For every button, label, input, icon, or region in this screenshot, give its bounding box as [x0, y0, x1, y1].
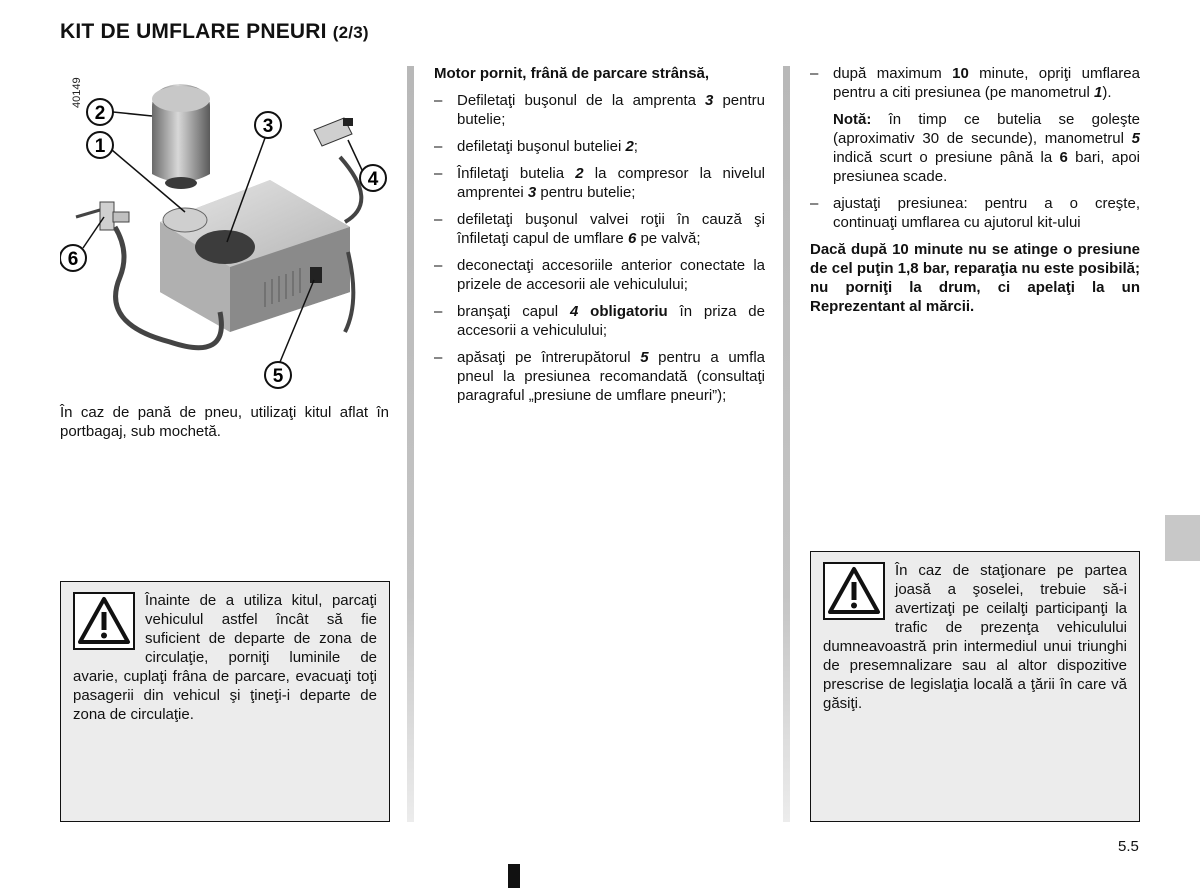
- accessory-plug: [314, 118, 353, 146]
- page-title: [60, 20, 369, 44]
- warning-triangle-icon: [823, 562, 885, 620]
- compressor-unit: [160, 180, 350, 332]
- callout-1: 1: [94, 136, 106, 157]
- step-1: – Defiletaţi buşonul de la amprenta 3 pentru butelie;: [434, 91, 765, 129]
- column-divider-left: [407, 66, 414, 822]
- warning-left-text: Înainte de a utiliza kitul, parcaţi vehiculul astfel încât să fie suficient de departe de zona de circulaţie, porniţi luminile de avarie, cuplaţi frâna de parcare, evacuaţi toţi pasagerii din vehicul şi ţineţi-i departe de zona de circulaţie.: [73, 592, 377, 723]
- page-number: 5.5: [1118, 838, 1139, 855]
- callout-2: 2: [94, 103, 106, 124]
- column-divider-right: [783, 66, 790, 822]
- callout-3: 3: [262, 116, 274, 137]
- step-read-pressure: – după maximum 10 minute, opriţi umflarea pentru a citi presiunea (pe manometrul 1).: [810, 64, 1140, 102]
- step-2: – defiletaţi buşonul buteliei 2;: [434, 137, 765, 156]
- step-3: – Înfiletaţi butelia 2 la compresor la nivelul amprentei 3 pentru butelie;: [434, 164, 765, 202]
- procedure-column: [434, 64, 765, 413]
- note-paragraph: Notă: în timp ce butelia se goleşte (aproximativ 30 de secunde), manometrul 5 indică scurt o presiune până la 6 bari, apoi presiunea scade.: [833, 111, 1140, 185]
- procedure-heading: Motor pornit, frână de parcare strânsă,: [434, 65, 710, 82]
- repair-impossible-paragraph: Dacă după 10 minute nu se atinge o presiune de cel puţin 1,8 bar, reparaţia nu este posibilă; nu porniţi la drum, ci apelaţi la un Reprezentant al mărcii.: [810, 241, 1140, 315]
- figure-ref-number: 40149: [71, 77, 83, 108]
- step-6: – branşaţi capul 4 obligatoriu în priza de accesorii a vehiculului;: [434, 302, 765, 340]
- binding-mark: [508, 864, 520, 888]
- pressure-column: [810, 64, 1140, 324]
- callout-6: 6: [67, 249, 79, 270]
- warning-right-text: În caz de staţionare pe partea joasă a şoselei, trebuie să-i avertizaţi pe ceilalţi participanţi la trafic de prezenţa vehiculului dumneavoastră prin intermediul unui triunghi de presemnalizare sau al altor dispozitive prescrise de legislaţia locală a ţării în care vă găsiţi.: [823, 562, 1127, 712]
- step-5: – deconectaţi accesoriile anterior conectate la prizele de accesorii ale vehiculului;: [434, 256, 765, 294]
- figure-caption: În caz de pană de pneu, utilizaţi kitul aflat în portbagaj, sub mochetă.: [60, 404, 389, 440]
- step-4: – defiletaţi buşonul valvei roţii în cauză şi înfiletaţi capul de umflare 6 pe valvă;: [434, 210, 765, 248]
- step-adjust-pressure: – ajustaţi presiunea: pentru a o creşte, continuaţi umflarea cu ajutorul kit-ului: [810, 194, 1140, 232]
- warning-box-left: [60, 581, 390, 822]
- tyre-inflation-kit-illustration: [60, 62, 400, 394]
- warning-box-right: [810, 551, 1140, 822]
- inflation-head: [76, 202, 129, 230]
- callout-4: 4: [367, 169, 379, 190]
- title-text: KIT DE UMFLARE PNEURI: [60, 20, 327, 43]
- title-subtitle: (2/3): [332, 23, 369, 42]
- sealant-bottle: [152, 84, 210, 189]
- warning-triangle-icon: [73, 592, 135, 650]
- step-7: – apăsaţi pe întrerupătorul 5 pentru a umfla pneul la presiunea recomandată (consultaţi paragraful „presiune de umflare pneuri”);: [434, 348, 765, 405]
- callout-5: 5: [272, 366, 284, 387]
- chapter-tab: [1165, 515, 1200, 561]
